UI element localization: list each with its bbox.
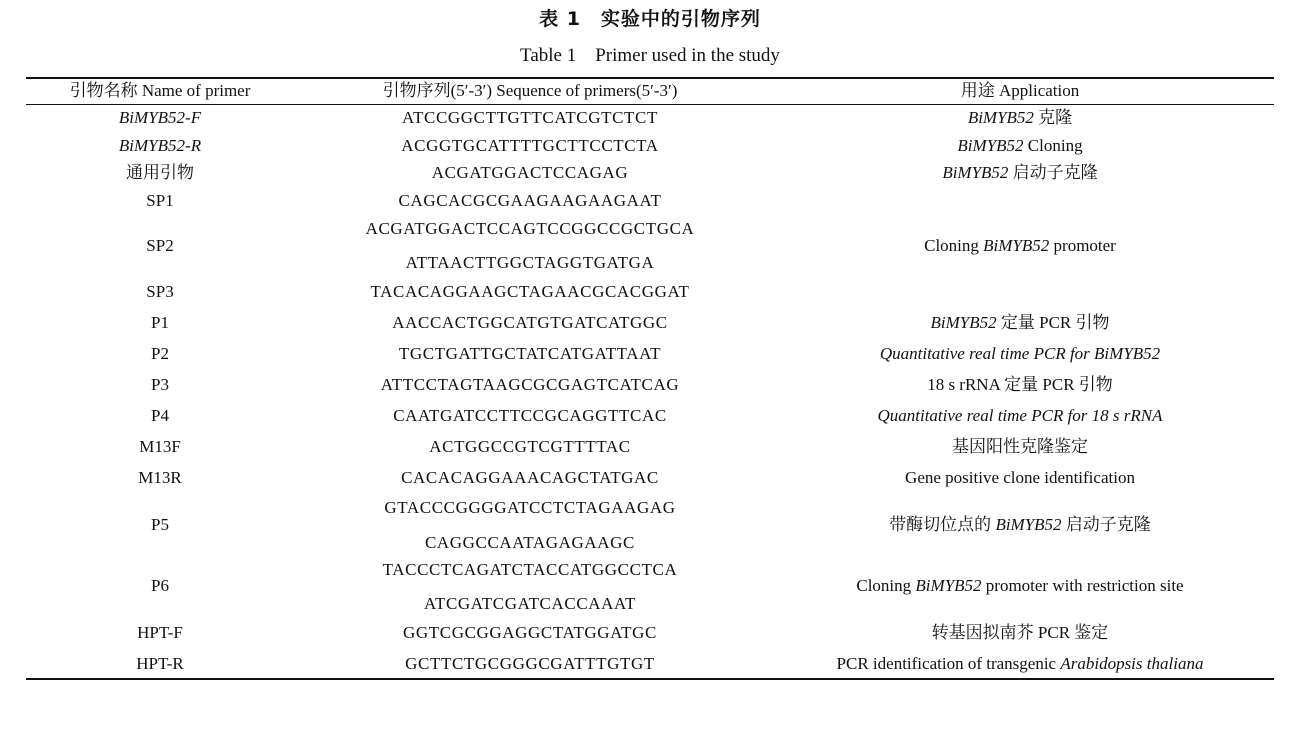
primer-sequence: ACGATGGACTCCAGAG: [431, 163, 629, 182]
primer-name: HPT-F: [137, 623, 183, 642]
application-cell: [766, 136, 1274, 156]
primer-sequence: TACCCTCAGATCTACCATGGCCTCA: [382, 560, 678, 579]
primer-sequence: CAGGCCAATAGAGAAGC: [424, 533, 636, 552]
application-text: promoter: [1049, 236, 1116, 255]
primer-name: P1: [151, 313, 169, 332]
application-text: Cloning: [1023, 136, 1083, 155]
primer-name: SP2: [146, 236, 174, 255]
application-text: PCR identification of transgenic: [836, 654, 1061, 673]
application-text: 带酶切位点的: [889, 515, 996, 534]
gene-name: BiMYB52: [942, 163, 1009, 182]
primer-name: P6: [151, 576, 169, 595]
primer-sequence: GGTCGCGGAGGCTATGGATGC: [403, 623, 657, 642]
application-text: Cloning: [924, 236, 984, 255]
gene-name: BiMYB52: [930, 313, 997, 332]
primer-name: SP3: [146, 282, 174, 301]
application-text: Cloning: [856, 576, 916, 595]
application-cell: [766, 108, 1274, 128]
species-name: Arabidopsis thaliana: [1060, 654, 1204, 673]
primer-name: P5: [151, 515, 169, 534]
table-bottom-rule: [26, 678, 1274, 680]
application-cell: Quantitative real time PCR for 18 s rRNA: [877, 406, 1163, 425]
table-header-rule: [26, 104, 1274, 105]
gene-name: BiMYB52: [995, 515, 1062, 534]
primer-name: BiMYB52-F: [118, 108, 202, 127]
header-application: 用途 Application: [960, 81, 1080, 100]
primer-sequence: GTACCCGGGGATCCTCTAGAAGAG: [384, 498, 676, 517]
primer-sequence: ACGGTGCATTTTGCTTCCTCTA: [401, 136, 659, 155]
application-text: 克隆: [1033, 108, 1073, 127]
application-cell: Gene positive clone identification: [905, 468, 1135, 487]
table-top-rule: [26, 77, 1274, 79]
application-cell: Quantitative real time PCR for BiMYB52: [879, 344, 1161, 363]
application-cell: 18 s rRNA 定量 PCR 引物: [927, 375, 1113, 394]
application-cell: [766, 313, 1274, 333]
table-title-chinese: 表 1 实验中的引物序列: [539, 8, 761, 30]
application-text: 启动子克隆: [1008, 163, 1098, 182]
primer-sequence: ACTGGCCGTCGTTTTAC: [429, 437, 631, 456]
primer-sequence: ACGATGGACTCCAGTCCGGCCGCTGCA: [365, 219, 695, 238]
primer-sequence: ATCCGGCTTGTTCATCGTCTCT: [402, 108, 658, 127]
application-cell: [766, 576, 1274, 596]
primer-sequence: CAGCACGCGAAGAAGAAGAAT: [398, 191, 662, 210]
header-sequence-of-primers: 引物序列(5′-3′) Sequence of primers(5′-3′): [382, 81, 678, 100]
primer-sequence: AACCACTGGCATGTGATCATGGC: [392, 313, 668, 332]
gene-name: BiMYB52: [915, 576, 982, 595]
primer-name: P3: [151, 375, 169, 394]
primer-name: HPT-R: [136, 654, 184, 673]
primer-name: P4: [151, 406, 169, 425]
application-cell: [766, 515, 1274, 535]
header-name-of-primer: 引物名称 Name of primer: [69, 81, 251, 100]
primer-name: BiMYB52-R: [118, 136, 202, 155]
application-cell: 基因阳性克隆鉴定: [952, 437, 1088, 456]
primer-name: 通用引物: [126, 163, 194, 182]
primer-sequence: TACACAGGAAGCTAGAACGCACGGAT: [370, 282, 690, 301]
application-cell: 转基因拟南芥 PCR 鉴定: [931, 623, 1109, 642]
primer-sequence: ATTAACTTGGCTAGGTGATGA: [405, 253, 655, 272]
primer-sequence: CAATGATCCTTCCGCAGGTTCAC: [393, 406, 667, 425]
primer-name: P2: [151, 344, 169, 363]
primer-name: M13R: [138, 468, 182, 487]
primer-name: M13F: [139, 437, 181, 456]
primer-sequence: ATTCCTAGTAAGCGCGAGTCATCAG: [380, 375, 680, 394]
primer-sequence: CACACAGGAAACAGCTATGAC: [401, 468, 659, 487]
gene-name: BiMYB52: [967, 108, 1034, 127]
application-text: 启动子克隆: [1061, 515, 1151, 534]
primer-sequence: ATCGATCGATCACCAAAT: [424, 594, 636, 613]
application-cell: [766, 236, 1274, 256]
table-title-english: Table 1 Primer used in the study: [520, 45, 780, 66]
application-text: promoter with restriction site: [981, 576, 1184, 595]
primer-name: SP1: [146, 191, 174, 210]
application-text: 定量 PCR 引物: [996, 313, 1110, 332]
application-cell: [766, 163, 1274, 183]
primer-sequence: GCTTCTGCGGGCGATTTGTGT: [405, 654, 655, 673]
application-cell: [766, 654, 1274, 674]
primer-sequence: TGCTGATTGCTATCATGATTAAT: [398, 344, 662, 363]
gene-name: BiMYB52: [957, 136, 1024, 155]
gene-name: BiMYB52: [983, 236, 1050, 255]
